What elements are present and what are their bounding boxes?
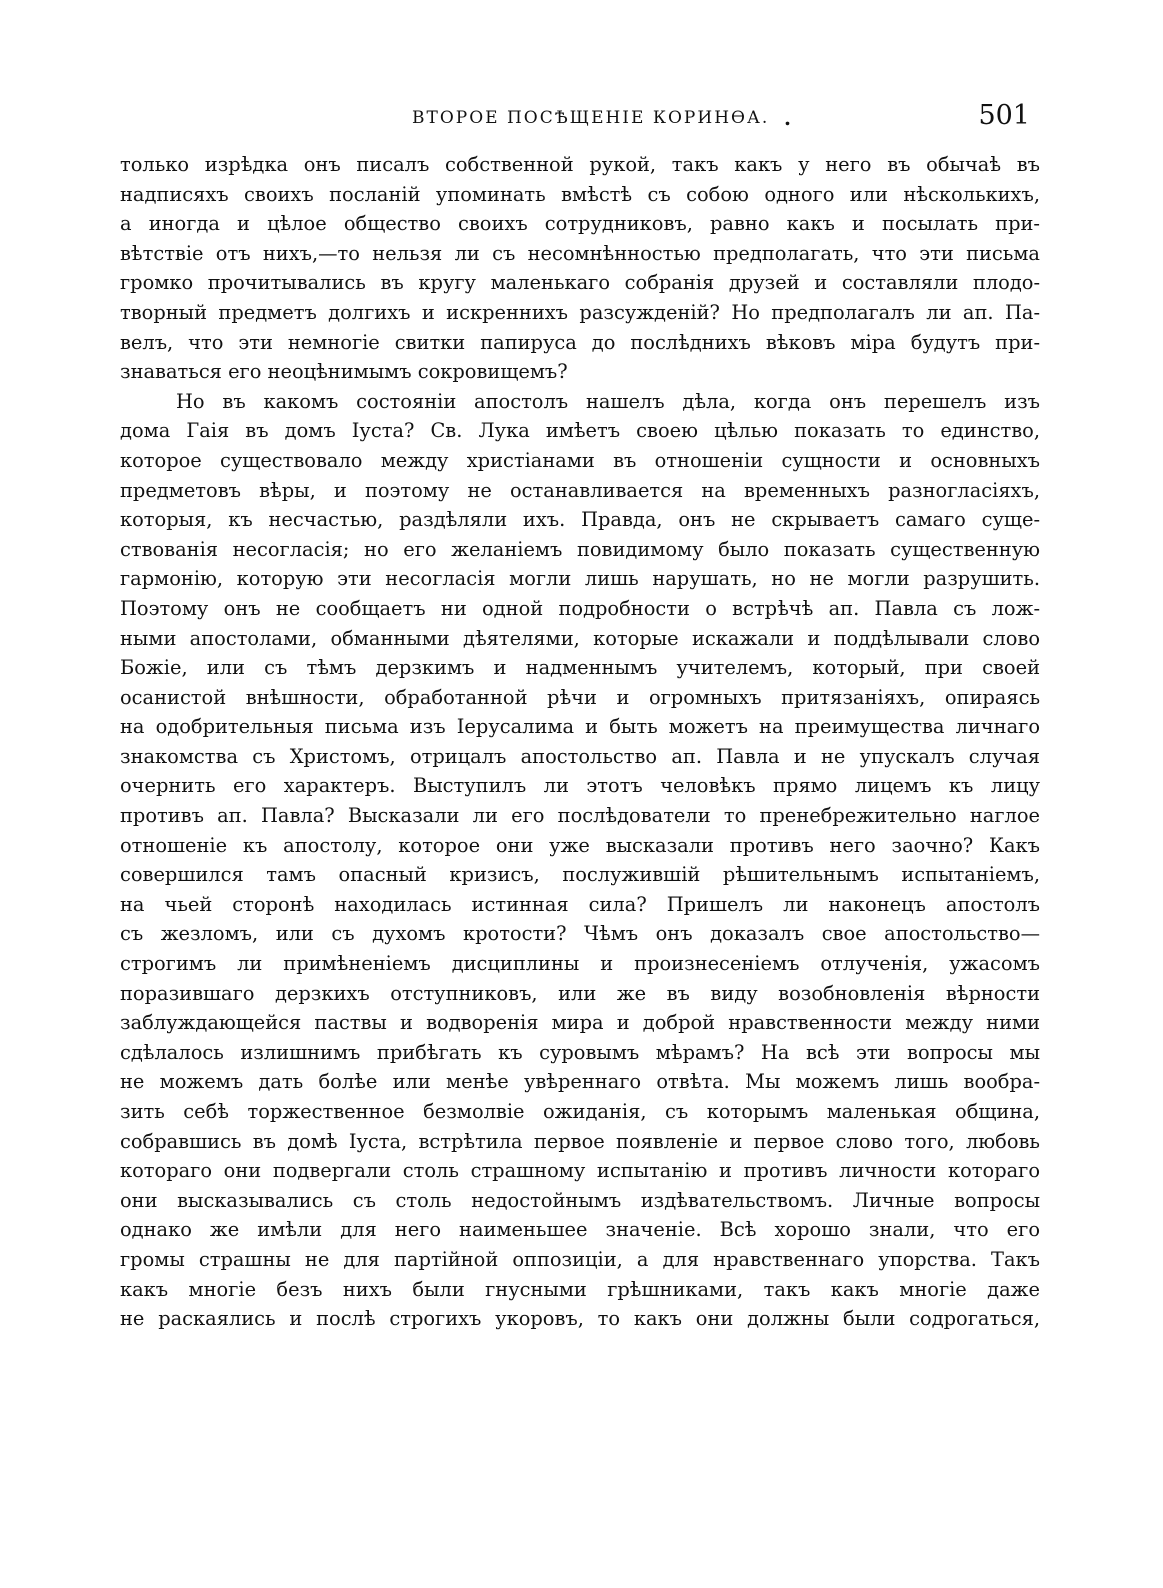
text-line: очернить его характеръ. Выступилъ ли этотъ человѣкъ прямо лицемъ къ лицу — [120, 774, 1040, 798]
text-line: они высказывались съ столь недостойнымъ издѣвательствомъ. Личные вопросы — [120, 1188, 1040, 1212]
text-line: на чьей сторонѣ находилась истинная сила? Пришелъ ли наконецъ апостолъ — [120, 892, 1040, 916]
text-line: громко прочитывались въ кругу маленькаго собранія друзей и составляли плодо- — [120, 271, 1040, 295]
text-line: гармонію, которую эти несогласія могли лишь нарушать, но не могли разрушить. — [120, 567, 1040, 591]
text-line: съ жезломъ, или съ духомъ кротости? Чѣмъ онъ доказалъ свое апостольство— — [120, 922, 1040, 946]
paragraph-start-line: Но въ какомъ состояніи апостолъ нашелъ дѣла, когда онъ перешелъ изъ — [176, 389, 1040, 413]
page-number: 501 — [978, 100, 1030, 131]
text-line: на одобрительныя письма изъ Іерусалима и быть можетъ на преимущества личнаго — [120, 715, 1040, 739]
paragraph-end-line: знаваться его неоцѣнимымъ сокровищемъ? — [120, 360, 568, 384]
text-line: зить себѣ торжественное безмолвіе ожиданія, съ которымъ маленькая община, — [120, 1100, 1040, 1123]
text-line: сдѣлалось излишнимъ прибѣгать къ суровымъ мѣрамъ? На всѣ эти вопросы мы — [120, 1040, 1040, 1064]
text-line: совершился тамъ опасный кризисъ, послужившій рѣшительнымъ испытаніемъ, — [120, 863, 1040, 887]
text-line: предметовъ вѣры, и поэтому не останавливается на временныхъ разногласіяхъ, — [120, 478, 1040, 502]
text-line: вѣтствіе отъ нихъ,—то нельзя ли съ несомнѣнностью предполагать, что эти письма — [120, 241, 1040, 265]
text-line: а иногда и цѣлое общество своихъ сотрудниковъ, равно какъ и посылать при- — [120, 212, 1040, 236]
text-line: заблуждающейся паствы и водворенія мира и доброй нравственности между ними — [120, 1011, 1040, 1035]
text-line: надписяхъ своихъ посланій упоминать вмѣстѣ съ собою одного или нѣсколькихъ, — [120, 182, 1040, 206]
text-line: которыя, къ несчастью, раздѣляли ихъ. Правда, онъ не скрываетъ самаго суще- — [120, 508, 1040, 532]
text-line: отношеніе къ апостолу, которое они уже высказали противъ него заочно? Какъ — [120, 833, 1040, 857]
text-line: ными апостолами, обманными дѣятелями, которые искажали и поддѣлывали слово — [120, 626, 1040, 650]
text-line: которое существовало между христіанами въ отношеніи сущности и основныхъ — [120, 448, 1040, 472]
text-line: котораго они подвергали столь страшному испытанію и противъ личности котораго — [120, 1159, 1040, 1183]
text-line: однако же имѣли для него наименьшее значеніе. Всѣ хорошо знали, что его — [120, 1218, 1040, 1242]
text-line: Божіе, или съ тѣмъ дерзкимъ и надменнымъ учителемъ, который, при своей — [120, 656, 1040, 680]
text-line: поразившаго дерзкихъ отступниковъ, или же въ виду возобновленія вѣрности — [120, 981, 1040, 1005]
text-line: знакомства съ Христомъ, отрицалъ апостольство ап. Павла и не упускалъ случая — [120, 744, 1040, 768]
text-line: какъ многіе безъ нихъ были гнусными грѣшниками, такъ какъ многіе даже — [120, 1277, 1040, 1301]
running-title: ВТОРОЕ ПОСѢЩЕНІЕ КОРИНѲА. — [412, 108, 770, 128]
text-line: осанистой внѣшности, обработанной рѣчи и огромныхъ притязаніяхъ, опираясь — [120, 685, 1040, 709]
text-line: громы страшны не для партійной оппозиціи, а для нравственнаго упорства. Такъ — [120, 1247, 1040, 1271]
running-header — [120, 100, 1030, 140]
text-line: дома Гаія въ домъ Іуста? Св. Лука имѣетъ своею цѣлью показать то единство, — [120, 419, 1040, 443]
text-line: не можемъ дать болѣе или менѣе увѣреннаго отвѣта. Мы можемъ лишь вообра- — [120, 1070, 1040, 1094]
text-line: творный предметъ долгихъ и искреннихъ разсужденій? Но предполагалъ ли ап. Па- — [120, 300, 1040, 324]
text-line: строгимъ ли примѣненіемъ дисциплины и произнесеніемъ отлученія, ужасомъ — [120, 952, 1040, 976]
header-dot: . — [784, 106, 791, 130]
text-line: ствованія несогласія; но его желаніемъ повидимому было показать существенную — [120, 537, 1040, 561]
text-line: только изрѣдка онъ писалъ собственной рукой, такъ какъ у него въ обычаѣ въ — [120, 153, 1040, 176]
text-line: противъ ап. Павла? Высказали ли его послѣдователи то пренебрежительно наглое — [120, 804, 1040, 828]
text-line: не раскаялись и послѣ строгихъ укоровъ, то какъ они должны были содрогаться, — [120, 1307, 1040, 1331]
text-line: собравшись въ домѣ Іуста, встрѣтила первое появленіе и первое слово того, любовь — [120, 1129, 1040, 1153]
body-text — [120, 150, 1040, 1334]
text-line: Поэтому онъ не сообщаетъ ни одной подробности о встрѣчѣ ап. Павла съ лож- — [120, 596, 1040, 620]
text-line: велъ, что эти немногіе свитки папируса до послѣднихъ вѣковъ міра будутъ при- — [120, 330, 1040, 354]
